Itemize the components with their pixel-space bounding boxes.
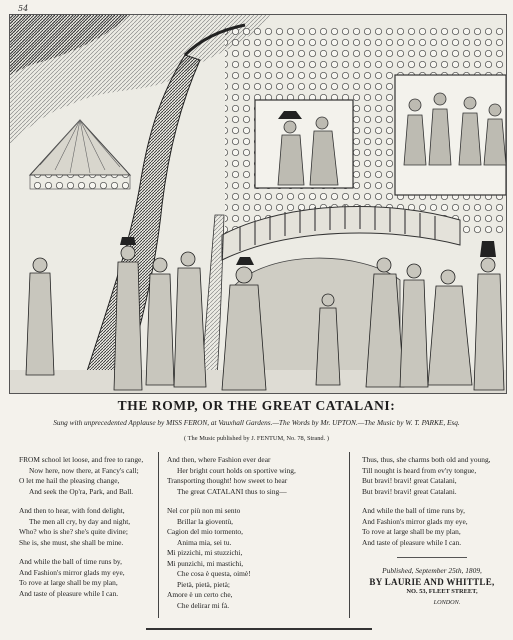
- lyric-line: Her bright court holds on sportive wing,: [177, 465, 296, 475]
- lyric-line: The men all cry, by day and night,: [29, 516, 131, 526]
- lyric-line: And taste of pleasure while I can.: [19, 588, 119, 598]
- engraving-illustration: [9, 14, 507, 394]
- lyric-line: Now here, now there, at Fancy's call;: [29, 465, 139, 475]
- lyric-line: Mi pizzichi, mi stuzzichi,: [167, 548, 243, 557]
- lyric-line: Nel cor più non mi sento: [167, 506, 241, 515]
- stanza: [19, 455, 151, 497]
- lyric-line: Thus, thus, she charms both old and young,: [362, 455, 491, 464]
- lyric-line: And Fashion's mirror glads my eye,: [19, 567, 125, 577]
- publication-date: Published, September 25th, 1809,: [382, 566, 482, 575]
- bottom-divider: [146, 628, 372, 630]
- lyric-line: And Fashion's mirror glads my eye,: [362, 516, 468, 526]
- lyric-line: Che delirar mi fà.: [177, 600, 230, 610]
- publisher-address: NO. 53, FLEET STREET,: [406, 588, 478, 595]
- lyric-line: The great CATALANI thus to sing—: [177, 486, 287, 496]
- lyric-line: To rove at large shall be my plan,: [362, 527, 461, 536]
- lyric-line: To rove at large shall be my plan,: [19, 578, 118, 587]
- lyric-line: Anima mia, sei tu.: [177, 537, 232, 547]
- engraving-drawing: [10, 15, 506, 393]
- lyric-line: Che cosa è questa, oimè!: [177, 569, 251, 578]
- lyrics-column-1: [19, 455, 151, 608]
- lyric-line: But bravi! bravi! great Catalani,: [362, 476, 457, 485]
- lyric-line: Cagion del mio tormento,: [167, 527, 243, 536]
- stanza: [167, 506, 349, 611]
- lyric-line: Pietà, pietà, pietà;: [177, 579, 230, 589]
- lyric-line: Who? who is she? she's quite divine;: [19, 527, 128, 536]
- stanza: [362, 455, 502, 497]
- stanza: [19, 506, 151, 548]
- song-title: THE ROMP, OR THE GREAT CATALANI:: [117, 398, 396, 413]
- lyric-line: And taste of pleasure while I can.: [362, 537, 462, 547]
- lyrics-column-2: [158, 452, 350, 618]
- lyric-line: Till nought is heard from ev'ry tongue,: [362, 465, 477, 475]
- page-number: 54: [18, 4, 29, 13]
- song-subtitle: Sung with unprecedented Applause by MISS FERON, at Vauxhall Gardens.—The Words by Mr. UPTON.—The Music by W. T. PARKE, Esq.: [53, 418, 460, 427]
- lyric-line: And while the ball of time runs by,: [362, 506, 465, 515]
- stanza: [167, 455, 349, 497]
- lyric-line: And while the ball of time runs by,: [19, 557, 122, 566]
- publisher-block: [362, 566, 502, 608]
- lyric-line: FROM school let loose, and free to range,: [19, 455, 144, 464]
- lyric-line: And then, where Fashion ever dear: [167, 455, 271, 464]
- publisher-divider: [397, 557, 467, 558]
- lyrics-column-3: [362, 455, 502, 608]
- lyric-line: Brillar la gioventù,: [177, 516, 234, 526]
- lyric-line: O let me hail the pleasing change,: [19, 476, 120, 485]
- lyric-line: Transporting thought! how sweet to hear: [167, 476, 288, 485]
- lyric-line: And then to hear, with fond delight,: [19, 506, 125, 515]
- lyric-line: Mi punzichi, mi mastichi,: [167, 558, 244, 568]
- lyric-line: She is, she must, she shall be mine.: [19, 537, 124, 547]
- music-publisher-note: ( The Music published by J. FENTUM, No. 78, Strand. ): [184, 435, 329, 442]
- publisher-name: BY LAURIE AND WHITTLE,: [369, 576, 495, 587]
- stanza: [362, 506, 502, 548]
- stanza: [19, 557, 151, 599]
- lyric-line: But bravi! bravi! great Catalani.: [362, 486, 457, 496]
- lyric-line: And seek the Op'ra, Park, and Ball.: [29, 486, 134, 496]
- lyric-line: Amore è un certo che,: [167, 590, 233, 599]
- publisher-city: LONDON.: [433, 598, 461, 606]
